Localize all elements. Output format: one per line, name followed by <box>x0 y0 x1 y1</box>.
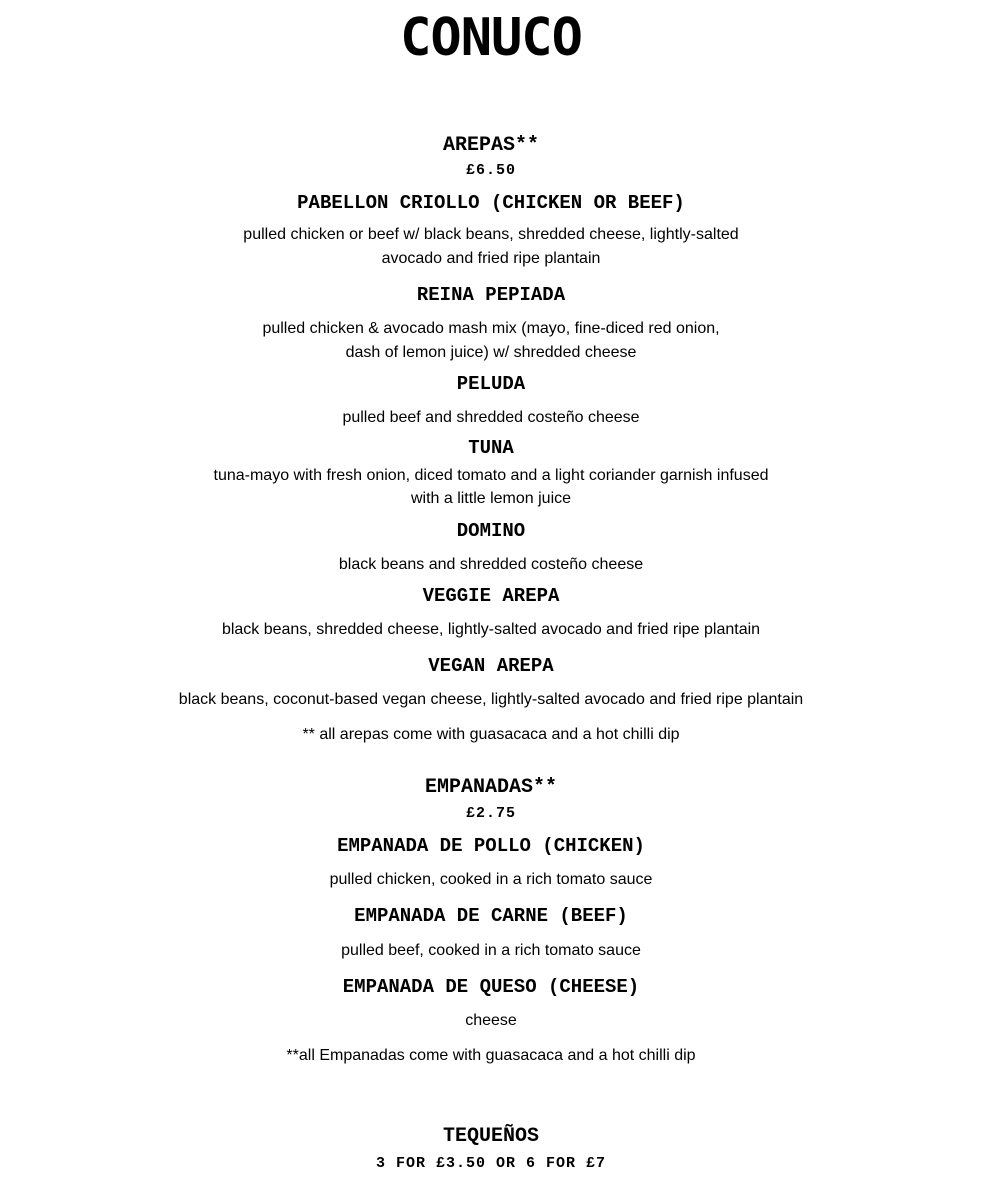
menu-item-peluda: PELUDA <box>456 373 526 395</box>
menu-item-description: black beans and shredded costeño cheese <box>338 556 644 573</box>
section-price-empanadas: £2.75 <box>465 805 516 822</box>
menu-item-description: avocado and fried ripe plantain <box>381 250 601 267</box>
menu-item-description: with a little lemon juice <box>410 490 572 507</box>
menu-item-description: pulled chicken or beef w/ black beans, shredded cheese, lightly-salted <box>243 226 739 243</box>
section-price-tequenos: 3 FOR £3.50 OR 6 FOR £7 <box>375 1155 607 1172</box>
section-title-arepas: AREPAS** <box>442 134 539 157</box>
menu-item-description: pulled chicken, cooked in a rich tomato sauce <box>329 871 653 888</box>
menu-item-pabellon-criollo: PABELLON CRIOLLO (CHICKEN OR BEEF) <box>297 192 685 214</box>
section-title-empanadas: EMPANADAS** <box>424 776 558 799</box>
menu-item-reina-pepiada: REINA PEPIADA <box>416 284 566 306</box>
menu-item-description: cheese <box>465 1012 517 1029</box>
section-note-empanadas: **all Empanadas come with guasacaca and a hot chilli dip <box>286 1047 696 1064</box>
menu-item-empanada-carne: EMPANADA DE CARNE (BEEF) <box>354 905 628 927</box>
menu-item-description: pulled beef and shredded costeño cheese <box>342 409 640 426</box>
section-price-arepas: £6.50 <box>465 162 516 179</box>
menu-item-tuna: TUNA <box>468 437 514 459</box>
menu-item-description: dash of lemon juice) w/ shredded cheese <box>345 344 637 361</box>
menu-item-empanada-pollo: EMPANADA DE POLLO (CHICKEN) <box>337 835 645 857</box>
menu-item-vegan-arepa: VEGAN AREPA <box>428 655 554 677</box>
menu-item-description: pulled beef, cooked in a rich tomato sauce <box>341 942 641 959</box>
menu-item-empanada-queso: EMPANADA DE QUESO (CHEESE) <box>342 976 640 998</box>
menu-item-description: tuna-mayo with fresh onion, diced tomato and a light coriander garnish infused <box>213 467 769 484</box>
restaurant-name: CONUCO <box>400 8 582 68</box>
menu-item-description: black beans, shredded cheese, lightly-salted avocado and fried ripe plantain <box>221 621 761 638</box>
menu-item-veggie-arepa: VEGGIE AREPA <box>422 585 560 607</box>
section-title-tequenos: TEQUEÑOS <box>442 1125 539 1148</box>
menu-item-description: pulled chicken & avocado mash mix (mayo, fine-diced red onion, <box>262 320 720 337</box>
section-note-arepas: ** all arepas come with guasacaca and a hot chilli dip <box>302 726 680 743</box>
menu-item-description: black beans, coconut-based vegan cheese, lightly-salted avocado and fried ripe plantain <box>178 691 804 708</box>
menu-item-domino: DOMINO <box>456 520 526 542</box>
